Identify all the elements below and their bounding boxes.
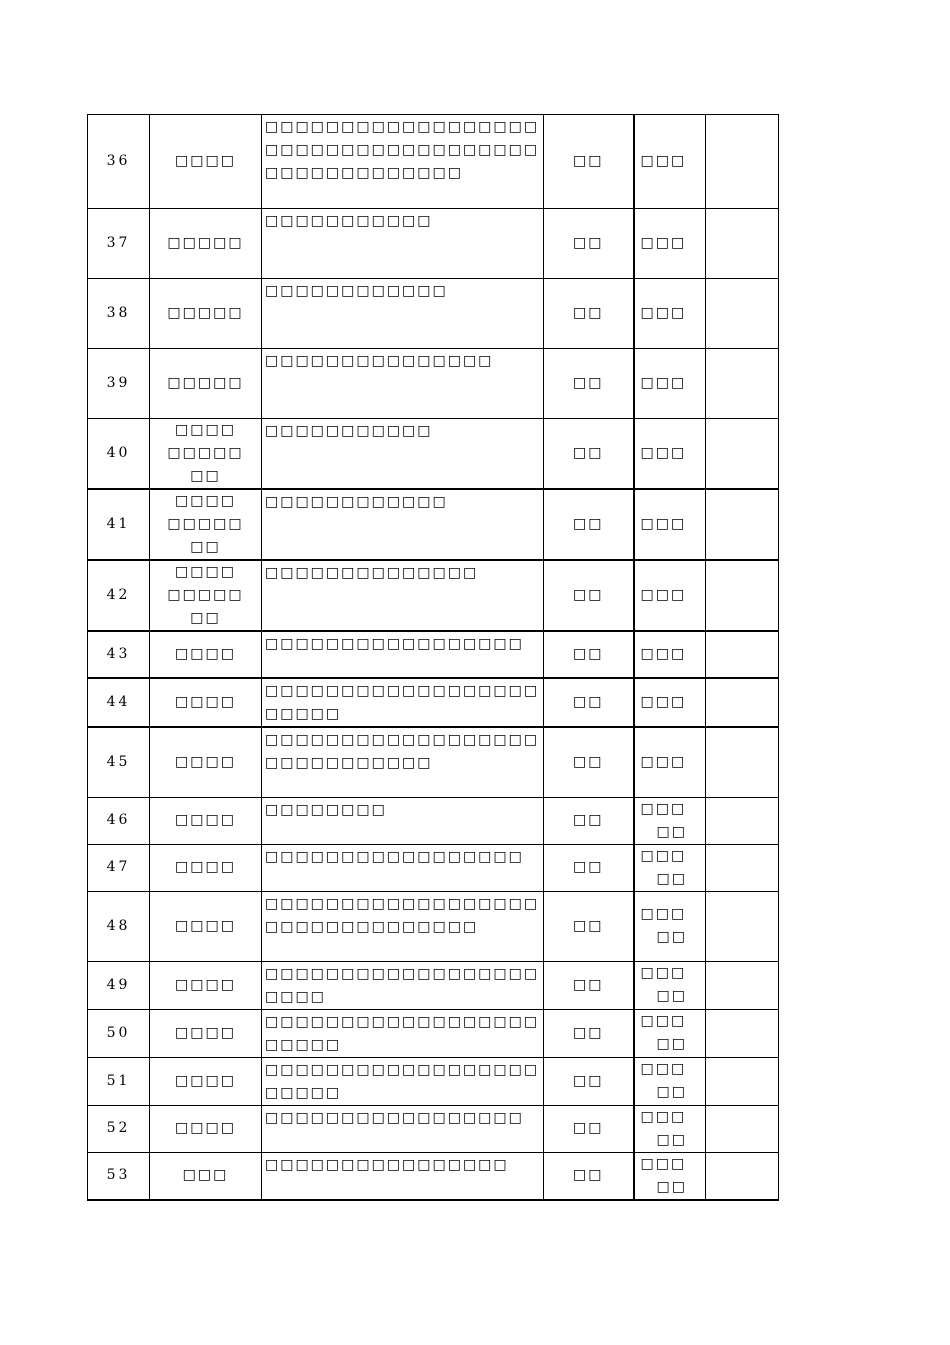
item-name-cell	[150, 727, 262, 797]
unit-cell-text: □□	[573, 646, 604, 662]
remarks-cell	[706, 1152, 779, 1200]
row-number-cell	[88, 891, 150, 961]
row-number-cell-text: 44	[106, 694, 131, 710]
row-number-cell	[88, 678, 150, 727]
category-cell-text: □□□ □□	[640, 1013, 687, 1052]
row-number-cell	[88, 844, 150, 891]
category-cell	[634, 1105, 706, 1152]
table-row	[88, 279, 779, 349]
description-cell	[262, 209, 544, 279]
table-row	[88, 631, 779, 678]
description-cell	[262, 797, 544, 844]
description-cell-text: □□□□□□□□□□□□□□□□□□□□□□	[265, 965, 540, 1005]
remarks-cell	[706, 419, 779, 490]
category-cell	[634, 1009, 706, 1057]
remarks-cell	[706, 1009, 779, 1057]
description-cell	[262, 844, 544, 891]
description-cell	[262, 727, 544, 797]
unit-cell-text: □□	[573, 753, 604, 770]
category-cell-text: □□□	[640, 375, 687, 391]
table-row	[88, 115, 779, 209]
item-name-cell	[150, 961, 262, 1009]
unit-cell	[544, 419, 634, 490]
description-cell-text: □□□□□□□□□□□□□□□□□□□□□□□	[265, 683, 540, 722]
item-name-cell-text: □□□□	[175, 753, 236, 770]
unit-cell	[544, 560, 634, 631]
unit-cell	[544, 115, 634, 209]
item-name-cell	[150, 489, 262, 560]
unit-cell-text: □□	[573, 305, 604, 321]
category-cell-text: □□□	[640, 694, 687, 710]
remarks-cell	[706, 349, 779, 419]
row-number-cell-text: 49	[106, 976, 131, 993]
unit-cell	[544, 1105, 634, 1152]
item-name-cell	[150, 419, 262, 490]
unit-cell-text: □□	[573, 375, 604, 391]
row-number-cell	[88, 1152, 150, 1200]
spreadsheet-table	[87, 114, 778, 1201]
category-cell-text: □□□	[640, 646, 687, 662]
description-cell-text: □□□□□□□□□□□□□□□□□□□□□□□□□□□□□□□□□□□□□□□□□□□□□□□□□	[265, 119, 540, 181]
item-name-cell	[150, 1152, 262, 1200]
category-cell	[634, 489, 706, 560]
description-cell	[262, 1105, 544, 1152]
row-number-cell-text: 47	[106, 859, 131, 875]
item-name-cell	[150, 560, 262, 631]
row-number-cell-text: 48	[106, 917, 131, 934]
unit-cell-text: □□	[573, 859, 604, 875]
row-number-cell-text: 36	[106, 153, 131, 169]
table-row	[88, 1152, 779, 1200]
unit-cell	[544, 891, 634, 961]
table-row	[88, 1105, 779, 1152]
description-cell-text: □□□□□□□□	[265, 801, 387, 818]
description-cell-text: □□□□□□□□□□□□□□□□□	[265, 636, 524, 652]
row-number-cell-text: 42	[106, 587, 131, 603]
category-cell	[634, 1057, 706, 1105]
table-row	[88, 489, 779, 560]
description-cell	[262, 489, 544, 560]
row-number-cell	[88, 727, 150, 797]
unit-cell	[544, 209, 634, 279]
category-cell-text: □□□ □□	[640, 1155, 687, 1195]
table-row	[88, 1057, 779, 1105]
item-name-cell-text: □□□□	[175, 917, 236, 934]
description-cell-text: □□□□□□□□□□□□□□□□□□□□□□□□□□□□□□□□	[265, 895, 540, 935]
category-cell	[634, 797, 706, 844]
unit-cell	[544, 489, 634, 560]
unit-cell	[544, 631, 634, 678]
row-number-cell	[88, 1105, 150, 1152]
row-number-cell	[88, 961, 150, 1009]
description-cell-text: □□□□□□□□□□□□□□□□	[265, 1156, 509, 1173]
description-cell	[262, 279, 544, 349]
remarks-cell	[706, 1057, 779, 1105]
row-number-cell	[88, 115, 150, 209]
remarks-cell	[706, 961, 779, 1009]
remarks-cell	[706, 560, 779, 631]
item-name-cell	[150, 279, 262, 349]
row-number-cell-text: 37	[106, 235, 131, 251]
table-row	[88, 678, 779, 727]
description-cell	[262, 1057, 544, 1105]
item-name-cell	[150, 349, 262, 419]
category-cell	[634, 115, 706, 209]
category-cell	[634, 891, 706, 961]
item-name-cell	[150, 631, 262, 678]
item-name-cell-text: □□□□□	[167, 305, 244, 321]
category-cell-text: □□□ □□	[640, 1108, 687, 1148]
item-name-cell	[150, 115, 262, 209]
table-row	[88, 560, 779, 631]
description-cell	[262, 631, 544, 678]
category-cell	[634, 631, 706, 678]
category-cell	[634, 727, 706, 797]
item-name-cell-text: □□□□	[175, 153, 236, 169]
unit-cell	[544, 678, 634, 727]
row-number-cell-text: 43	[106, 646, 131, 662]
unit-cell	[544, 1152, 634, 1200]
description-cell-text: □□□□□□□□□□□□	[265, 283, 448, 299]
unit-cell-text: □□	[573, 1120, 604, 1136]
table-row	[88, 961, 779, 1009]
remarks-cell	[706, 631, 779, 678]
remarks-cell	[706, 727, 779, 797]
item-name-cell-text: □□□□	[175, 1072, 236, 1089]
unit-cell	[544, 1009, 634, 1057]
unit-cell-text: □□	[573, 976, 604, 993]
unit-cell	[544, 279, 634, 349]
item-name-cell-text: □□□□	[175, 1024, 236, 1041]
unit-cell-text: □□	[573, 1072, 604, 1089]
row-number-cell	[88, 489, 150, 560]
category-cell	[634, 419, 706, 490]
row-number-cell-text: 46	[106, 812, 131, 828]
remarks-cell	[706, 678, 779, 727]
row-number-cell-text: 38	[106, 305, 131, 321]
row-number-cell-text: 53	[106, 1167, 131, 1183]
description-cell-text: □□□□□□□□□□□	[265, 423, 433, 439]
item-name-cell-text: □□□□	[175, 859, 236, 875]
category-cell	[634, 678, 706, 727]
remarks-cell	[706, 797, 779, 844]
item-name-cell	[150, 891, 262, 961]
row-number-cell	[88, 560, 150, 631]
row-number-cell	[88, 279, 150, 349]
category-cell-text: □□□ □□	[640, 906, 687, 945]
table-row	[88, 844, 779, 891]
row-number-cell	[88, 349, 150, 419]
item-name-cell-text: □□□□	[175, 1120, 236, 1136]
category-cell-text: □□□	[640, 235, 687, 251]
description-cell-text: □□□□□□□□□□□□□□□□□□□□□□□	[265, 1061, 540, 1101]
unit-cell-text: □□	[573, 587, 604, 603]
unit-cell-text: □□	[573, 153, 604, 169]
item-name-cell	[150, 1009, 262, 1057]
remarks-cell	[706, 209, 779, 279]
table-row	[88, 1009, 779, 1057]
unit-cell-text: □□	[573, 694, 604, 710]
unit-cell-text: □□	[573, 917, 604, 934]
row-number-cell	[88, 209, 150, 279]
unit-cell	[544, 349, 634, 419]
category-cell-text: □□□	[640, 753, 687, 770]
description-cell-text: □□□□□□□□□□□□□□□□□	[265, 1109, 524, 1126]
description-cell	[262, 1009, 544, 1057]
table-body	[88, 115, 779, 1200]
description-cell	[262, 349, 544, 419]
description-cell	[262, 961, 544, 1009]
row-number-cell	[88, 1057, 150, 1105]
description-cell-text: □□□□□□□□□□□□□□□□□□□□□□□	[265, 1013, 540, 1053]
row-number-cell-text: 51	[106, 1072, 131, 1089]
table-row	[88, 727, 779, 797]
category-cell-text: □□□	[640, 516, 687, 532]
description-cell	[262, 115, 544, 209]
row-number-cell	[88, 631, 150, 678]
remarks-cell	[706, 891, 779, 961]
description-cell	[262, 891, 544, 961]
category-cell-text: □□□	[640, 153, 687, 169]
row-number-cell-text: 39	[106, 375, 131, 391]
item-name-cell-text: □□□□	[175, 694, 236, 710]
description-cell-text: □□□□□□□□□□□	[265, 213, 433, 229]
category-cell	[634, 844, 706, 891]
category-cell	[634, 349, 706, 419]
category-cell	[634, 1152, 706, 1200]
item-name-cell-text: □□□□□	[167, 375, 244, 391]
unit-cell-text: □□	[573, 1024, 604, 1041]
table-row	[88, 891, 779, 961]
row-number-cell	[88, 1009, 150, 1057]
row-number-cell	[88, 797, 150, 844]
remarks-cell	[706, 279, 779, 349]
description-cell-text: □□□□□□□□□□□□□□□□□	[265, 848, 524, 865]
item-name-cell	[150, 844, 262, 891]
category-cell	[634, 961, 706, 1009]
category-cell-text: □□□ □□	[640, 800, 687, 840]
description-cell-text: □□□□□□□□□□□□□□□	[265, 353, 494, 369]
remarks-cell	[706, 844, 779, 891]
row-number-cell-text: 52	[106, 1120, 131, 1136]
unit-cell	[544, 797, 634, 844]
row-number-cell-text: 50	[106, 1024, 131, 1041]
category-cell-text: □□□ □□	[640, 1061, 687, 1100]
category-cell	[634, 560, 706, 631]
unit-cell-text: □□	[573, 516, 604, 532]
remarks-cell	[706, 1105, 779, 1152]
item-name-cell-text: □□□□	[175, 646, 236, 662]
description-cell	[262, 560, 544, 631]
table-row	[88, 209, 779, 279]
item-name-cell-text: □□□□	[175, 812, 236, 828]
category-cell-text: □□□ □□	[640, 965, 687, 1004]
table-row	[88, 797, 779, 844]
description-cell-text: □□□□□□□□□□□□	[265, 494, 448, 510]
category-cell	[634, 209, 706, 279]
table-row	[88, 419, 779, 490]
unit-cell	[544, 961, 634, 1009]
item-name-cell-text: □□□□	[175, 976, 236, 993]
item-name-cell-text: □□□□□	[167, 235, 244, 251]
item-name-cell	[150, 1057, 262, 1105]
item-name-cell	[150, 797, 262, 844]
unit-cell	[544, 1057, 634, 1105]
category-cell	[634, 279, 706, 349]
item-name-cell-text: □□□□ □□□□□ □□	[167, 564, 244, 626]
item-name-cell-text: □□□□ □□□□□ □□	[167, 493, 244, 555]
unit-cell-text: □□	[573, 812, 604, 828]
description-cell	[262, 678, 544, 727]
table-row	[88, 349, 779, 419]
category-cell-text: □□□	[640, 587, 687, 603]
description-cell-text: □□□□□□□□□□□□□□	[265, 565, 479, 581]
category-cell-text: □□□	[640, 305, 687, 321]
item-name-cell	[150, 1105, 262, 1152]
description-cell-text: □□□□□□□□□□□□□□□□□□□□□□□□□□□□□	[265, 732, 540, 771]
row-number-cell	[88, 419, 150, 490]
item-name-cell	[150, 678, 262, 727]
unit-cell-text: □□	[573, 1167, 604, 1183]
item-name-cell-text: □□□	[182, 1167, 229, 1183]
row-number-cell-text: 45	[106, 753, 131, 770]
unit-cell	[544, 727, 634, 797]
item-name-cell	[150, 209, 262, 279]
unit-cell-text: □□	[573, 445, 604, 461]
category-cell-text: □□□ □□	[640, 847, 687, 887]
description-cell	[262, 1152, 544, 1200]
unit-cell-text: □□	[573, 235, 604, 251]
remarks-cell	[706, 489, 779, 560]
remarks-cell	[706, 115, 779, 209]
category-cell-text: □□□	[640, 445, 687, 461]
row-number-cell-text: 40	[106, 445, 131, 461]
item-name-cell-text: □□□□ □□□□□ □□	[167, 422, 244, 484]
description-cell	[262, 419, 544, 490]
unit-cell	[544, 844, 634, 891]
data-table	[87, 114, 779, 1201]
row-number-cell-text: 41	[106, 516, 131, 532]
